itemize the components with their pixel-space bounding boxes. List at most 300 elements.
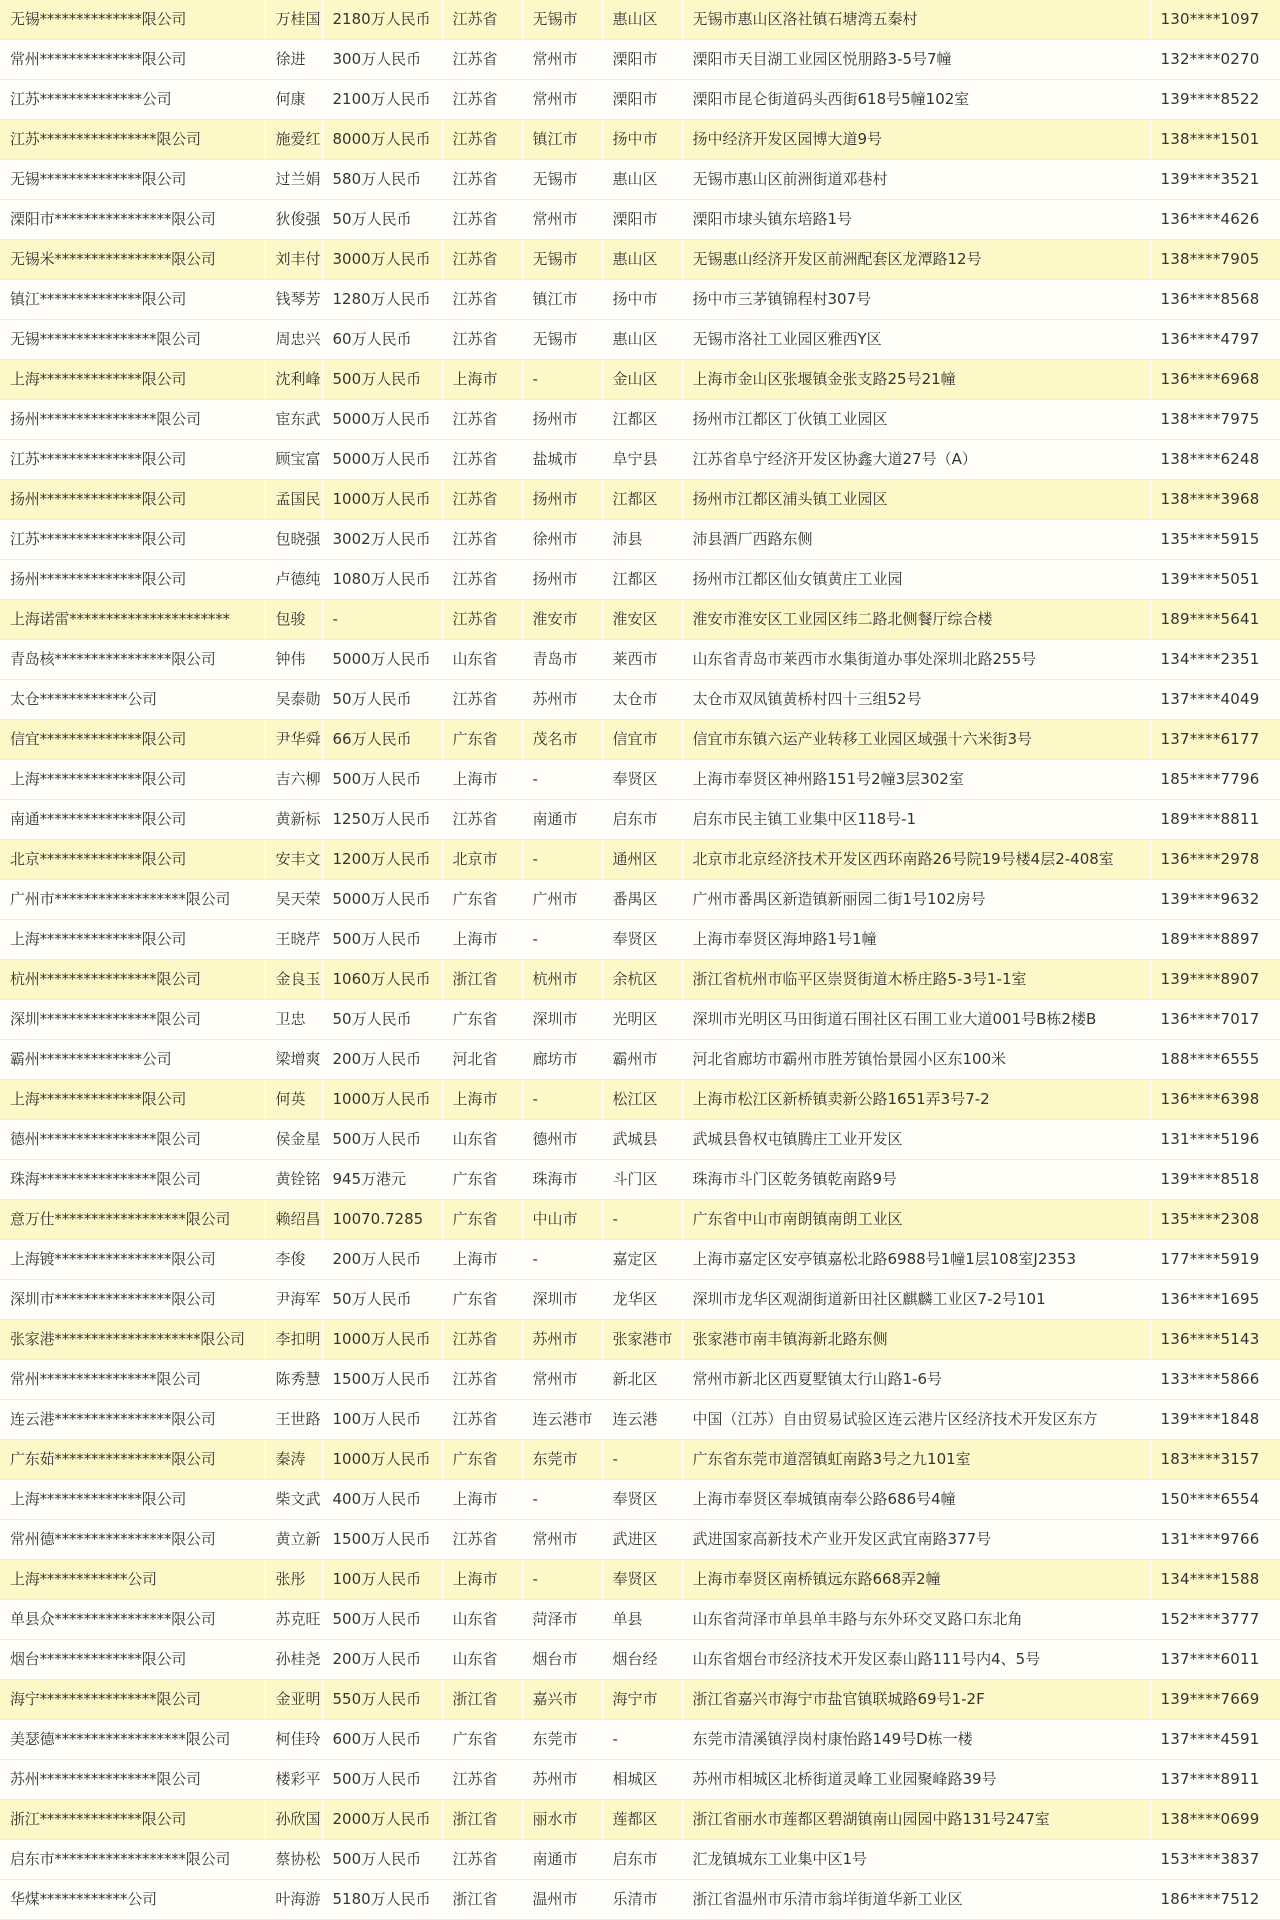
province-cell: 上海市: [442, 1480, 522, 1520]
contact-cell: 王晓芹: [265, 920, 322, 960]
province-cell: 上海市: [442, 760, 522, 800]
company-cell: 珠海****************限公司: [0, 1160, 265, 1200]
address-cell: 无锡市惠山区洛社镇石塘湾五秦村: [682, 0, 1150, 40]
province-cell: 江苏省: [442, 520, 522, 560]
address-cell: 扬中市三茅镇锦程村307号: [682, 280, 1150, 320]
capital-cell: 200万人民币: [322, 1640, 442, 1680]
phone-cell: 177****5919: [1150, 1240, 1280, 1280]
table-row: [0, 1120, 1280, 1160]
address-cell: 扬州市江都区浦头镇工业园区: [682, 480, 1150, 520]
capital-cell: 945万港元: [322, 1160, 442, 1200]
contact-cell: 柴文武: [265, 1480, 322, 1520]
address-cell: 浙江省丽水市莲都区碧湖镇南山园园中路131号247室: [682, 1800, 1150, 1840]
table-row: [0, 1560, 1280, 1600]
phone-cell: 139****1848: [1150, 1400, 1280, 1440]
address-cell: 武城县鲁权屯镇腾庄工业开发区: [682, 1120, 1150, 1160]
contact-cell: 梁增爽: [265, 1040, 322, 1080]
company-cell: 常州****************限公司: [0, 1360, 265, 1400]
capital-cell: 1060万人民币: [322, 960, 442, 1000]
capital-cell: 600万人民币: [322, 1720, 442, 1760]
contact-cell: 狄俊强: [265, 200, 322, 240]
phone-cell: 139****9632: [1150, 880, 1280, 920]
company-cell: 启东市******************限公司: [0, 1840, 265, 1880]
province-cell: 上海市: [442, 1560, 522, 1600]
company-cell: 上海**************限公司: [0, 760, 265, 800]
city-cell: 扬州市: [522, 560, 602, 600]
contact-cell: 吴泰勋: [265, 680, 322, 720]
province-cell: 江苏省: [442, 240, 522, 280]
capital-cell: 500万人民币: [322, 360, 442, 400]
company-cell: 连云港****************限公司: [0, 1400, 265, 1440]
phone-cell: 139****3521: [1150, 160, 1280, 200]
company-cell: 无锡**************限公司: [0, 160, 265, 200]
province-cell: 江苏省: [442, 600, 522, 640]
city-cell: 丽水市: [522, 1800, 602, 1840]
company-cell: 张家港********************限公司: [0, 1320, 265, 1360]
district-cell: 沛县: [602, 520, 682, 560]
capital-cell: 1500万人民币: [322, 1360, 442, 1400]
city-cell: 东莞市: [522, 1440, 602, 1480]
capital-cell: 5000万人民币: [322, 400, 442, 440]
city-cell: 烟台市: [522, 1640, 602, 1680]
address-cell: 东莞市清溪镇浮岗村康怡路149号D栋一楼: [682, 1720, 1150, 1760]
company-cell: 深圳****************限公司: [0, 1000, 265, 1040]
contact-cell: 黄立新: [265, 1520, 322, 1560]
contact-cell: 侯金星: [265, 1120, 322, 1160]
capital-cell: 1250万人民币: [322, 800, 442, 840]
capital-cell: 200万人民币: [322, 1040, 442, 1080]
phone-cell: 136****4797: [1150, 320, 1280, 360]
table-row: [0, 1440, 1280, 1480]
province-cell: 上海市: [442, 920, 522, 960]
city-cell: 无锡市: [522, 0, 602, 40]
district-cell: 新北区: [602, 1360, 682, 1400]
capital-cell: 60万人民币: [322, 320, 442, 360]
table-row: [0, 1520, 1280, 1560]
phone-cell: 138****6248: [1150, 440, 1280, 480]
province-cell: 浙江省: [442, 1880, 522, 1920]
city-cell: 南通市: [522, 800, 602, 840]
capital-cell: 500万人民币: [322, 1840, 442, 1880]
phone-cell: 136****1695: [1150, 1280, 1280, 1320]
company-cell: 扬州**************限公司: [0, 480, 265, 520]
table-row: [0, 1080, 1280, 1120]
address-cell: 溧阳市埭头镇东培路1号: [682, 200, 1150, 240]
address-cell: 张家港市南丰镇海新北路东侧: [682, 1320, 1150, 1360]
city-cell: 扬州市: [522, 400, 602, 440]
province-cell: 上海市: [442, 1240, 522, 1280]
address-cell: 溧阳市昆仑街道码头西街618号5幢102室: [682, 80, 1150, 120]
contact-cell: 吉六柳: [265, 760, 322, 800]
capital-cell: 1280万人民币: [322, 280, 442, 320]
district-cell: 乐清市: [602, 1880, 682, 1920]
company-cell: 上海**************限公司: [0, 1480, 265, 1520]
city-cell: 无锡市: [522, 160, 602, 200]
table-row: [0, 720, 1280, 760]
contact-cell: 张彤: [265, 1560, 322, 1600]
table-row: [0, 800, 1280, 840]
province-cell: 江苏省: [442, 1760, 522, 1800]
address-cell: 山东省菏泽市单县单丰路与东外环交叉路口东北角: [682, 1600, 1150, 1640]
city-cell: 中山市: [522, 1200, 602, 1240]
address-cell: 浙江省温州市乐清市翁垟街道华新工业区: [682, 1880, 1150, 1920]
address-cell: 上海市松江区新桥镇卖新公路1651弄3号7-2: [682, 1080, 1150, 1120]
district-cell: 启东市: [602, 800, 682, 840]
table-row: [0, 1000, 1280, 1040]
district-cell: 惠山区: [602, 160, 682, 200]
contact-cell: 吴天荣: [265, 880, 322, 920]
province-cell: 山东省: [442, 1120, 522, 1160]
capital-cell: 10070.7285: [322, 1200, 442, 1240]
province-cell: 浙江省: [442, 1680, 522, 1720]
province-cell: 江苏省: [442, 400, 522, 440]
district-cell: 武进区: [602, 1520, 682, 1560]
address-cell: 苏州市相城区北桥街道灵峰工业园聚峰路39号: [682, 1760, 1150, 1800]
city-cell: 常州市: [522, 1520, 602, 1560]
contact-cell: 宦东武: [265, 400, 322, 440]
phone-cell: 132****0270: [1150, 40, 1280, 80]
contact-cell: 施爱红: [265, 120, 322, 160]
province-cell: 北京市: [442, 840, 522, 880]
district-cell: 霸州市: [602, 1040, 682, 1080]
city-cell: 茂名市: [522, 720, 602, 760]
capital-cell: 500万人民币: [322, 760, 442, 800]
address-cell: 信宜市东镇六运产业转移工业园区域强十六米街3号: [682, 720, 1150, 760]
address-cell: 上海市奉贤区南桥镇远东路668弄2幢: [682, 1560, 1150, 1600]
phone-cell: 153****3837: [1150, 1840, 1280, 1880]
contact-cell: 安丰文: [265, 840, 322, 880]
table-row: [0, 1240, 1280, 1280]
contact-cell: 蔡协松: [265, 1840, 322, 1880]
city-cell: 菏泽市: [522, 1600, 602, 1640]
province-cell: 江苏省: [442, 120, 522, 160]
district-cell: 连云港: [602, 1400, 682, 1440]
district-cell: 光明区: [602, 1000, 682, 1040]
company-cell: 美瑟德******************限公司: [0, 1720, 265, 1760]
capital-cell: 8000万人民币: [322, 120, 442, 160]
address-cell: 上海市奉贤区神州路151号2幢3层302室: [682, 760, 1150, 800]
capital-cell: 5000万人民币: [322, 880, 442, 920]
district-cell: 惠山区: [602, 240, 682, 280]
phone-cell: 131****9766: [1150, 1520, 1280, 1560]
company-cell: 意万仕******************限公司: [0, 1200, 265, 1240]
table-row: [0, 440, 1280, 480]
province-cell: 浙江省: [442, 960, 522, 1000]
city-cell: -: [522, 760, 602, 800]
city-cell: 杭州市: [522, 960, 602, 1000]
table-row: [0, 40, 1280, 80]
capital-cell: 580万人民币: [322, 160, 442, 200]
phone-cell: 186****7512: [1150, 1880, 1280, 1920]
district-cell: 余杭区: [602, 960, 682, 1000]
table-row: [0, 160, 1280, 200]
city-cell: 深圳市: [522, 1280, 602, 1320]
district-cell: 莱西市: [602, 640, 682, 680]
company-cell: 上海************公司: [0, 1560, 265, 1600]
capital-cell: 5000万人民币: [322, 440, 442, 480]
district-cell: 嘉定区: [602, 1240, 682, 1280]
district-cell: 相城区: [602, 1760, 682, 1800]
address-cell: 深圳市光明区马田街道石围社区石围工业大道001号B栋2楼B: [682, 1000, 1150, 1040]
phone-cell: 136****5143: [1150, 1320, 1280, 1360]
contact-cell: 尹华舜: [265, 720, 322, 760]
province-cell: 江苏省: [442, 160, 522, 200]
capital-cell: 5000万人民币: [322, 640, 442, 680]
district-cell: 松江区: [602, 1080, 682, 1120]
phone-cell: 189****8897: [1150, 920, 1280, 960]
city-cell: -: [522, 1480, 602, 1520]
phone-cell: 134****2351: [1150, 640, 1280, 680]
city-cell: 青岛市: [522, 640, 602, 680]
contact-cell: 陈秀慧: [265, 1360, 322, 1400]
phone-cell: 183****3157: [1150, 1440, 1280, 1480]
capital-cell: 500万人民币: [322, 1120, 442, 1160]
phone-cell: 134****1588: [1150, 1560, 1280, 1600]
company-cell: 广东茹****************限公司: [0, 1440, 265, 1480]
capital-cell: 3002万人民币: [322, 520, 442, 560]
company-cell: 海宁****************限公司: [0, 1680, 265, 1720]
company-cell: 扬州****************限公司: [0, 400, 265, 440]
address-cell: 上海市金山区张堰镇金张支路25号21幢: [682, 360, 1150, 400]
company-cell: 江苏**************限公司: [0, 440, 265, 480]
address-cell: 珠海市斗门区乾务镇乾南路9号: [682, 1160, 1150, 1200]
contact-cell: 楼彩平: [265, 1760, 322, 1800]
province-cell: 江苏省: [442, 1840, 522, 1880]
district-cell: 扬中市: [602, 120, 682, 160]
phone-cell: 188****6555: [1150, 1040, 1280, 1080]
city-cell: -: [522, 1240, 602, 1280]
table-row: [0, 1200, 1280, 1240]
address-cell: 广州市番禺区新造镇新丽园二街1号102房号: [682, 880, 1150, 920]
table-row: [0, 640, 1280, 680]
table-row: [0, 1040, 1280, 1080]
capital-cell: 1500万人民币: [322, 1520, 442, 1560]
phone-cell: 137****6177: [1150, 720, 1280, 760]
city-cell: 常州市: [522, 200, 602, 240]
district-cell: 奉贤区: [602, 1560, 682, 1600]
company-cell: 浙江**************限公司: [0, 1800, 265, 1840]
table-row: [0, 1360, 1280, 1400]
capital-cell: 1000万人民币: [322, 480, 442, 520]
company-cell: 上海**************限公司: [0, 1080, 265, 1120]
province-cell: 广东省: [442, 1200, 522, 1240]
address-cell: 上海市嘉定区安亭镇嘉松北路6988号1幢1层108室J2353: [682, 1240, 1150, 1280]
phone-cell: 135****2308: [1150, 1200, 1280, 1240]
city-cell: 苏州市: [522, 1760, 602, 1800]
table-row: [0, 1280, 1280, 1320]
phone-cell: 139****7669: [1150, 1680, 1280, 1720]
district-cell: 海宁市: [602, 1680, 682, 1720]
table-row: [0, 1800, 1280, 1840]
capital-cell: 1000万人民币: [322, 1320, 442, 1360]
city-cell: 温州市: [522, 1880, 602, 1920]
phone-cell: 138****0699: [1150, 1800, 1280, 1840]
phone-cell: 136****7017: [1150, 1000, 1280, 1040]
contact-cell: 钟伟: [265, 640, 322, 680]
address-cell: 扬州市江都区仙女镇黄庄工业园: [682, 560, 1150, 600]
table-row: [0, 1640, 1280, 1680]
province-cell: 江苏省: [442, 680, 522, 720]
city-cell: 盐城市: [522, 440, 602, 480]
city-cell: 德州市: [522, 1120, 602, 1160]
city-cell: 广州市: [522, 880, 602, 920]
address-cell: 无锡惠山经济开发区前洲配套区龙潭路12号: [682, 240, 1150, 280]
phone-cell: 139****8522: [1150, 80, 1280, 120]
city-cell: 常州市: [522, 40, 602, 80]
phone-cell: 139****8518: [1150, 1160, 1280, 1200]
table-row: [0, 560, 1280, 600]
company-cell: 太仓************公司: [0, 680, 265, 720]
table-row: [0, 520, 1280, 560]
province-cell: 河北省: [442, 1040, 522, 1080]
table-row: [0, 680, 1280, 720]
contact-cell: 过兰娟: [265, 160, 322, 200]
district-cell: 江都区: [602, 480, 682, 520]
district-cell: -: [602, 1440, 682, 1480]
company-cell: 华煤************公司: [0, 1880, 265, 1920]
contact-cell: 柯佳玲: [265, 1720, 322, 1760]
table-row: [0, 840, 1280, 880]
phone-cell: 130****1097: [1150, 0, 1280, 40]
address-cell: 汇龙镇城东工业集中区1号: [682, 1840, 1150, 1880]
company-cell: 无锡**************限公司: [0, 0, 265, 40]
contact-cell: 何康: [265, 80, 322, 120]
capital-cell: 100万人民币: [322, 1400, 442, 1440]
company-cell: 上海**************限公司: [0, 920, 265, 960]
province-cell: 山东省: [442, 640, 522, 680]
address-cell: 广东省中山市南朗镇南朗工业区: [682, 1200, 1150, 1240]
table-row: [0, 0, 1280, 40]
contact-cell: 李俊: [265, 1240, 322, 1280]
capital-cell: 2000万人民币: [322, 1800, 442, 1840]
phone-cell: 152****3777: [1150, 1600, 1280, 1640]
contact-cell: 金亚明: [265, 1680, 322, 1720]
phone-cell: 131****5196: [1150, 1120, 1280, 1160]
company-cell: 无锡米****************限公司: [0, 240, 265, 280]
capital-cell: 3000万人民币: [322, 240, 442, 280]
phone-cell: 150****6554: [1150, 1480, 1280, 1520]
company-cell: 南通**************限公司: [0, 800, 265, 840]
company-cell: 深圳市****************限公司: [0, 1280, 265, 1320]
capital-cell: 1000万人民币: [322, 1440, 442, 1480]
province-cell: 江苏省: [442, 1520, 522, 1560]
province-cell: 江苏省: [442, 480, 522, 520]
city-cell: 廊坊市: [522, 1040, 602, 1080]
capital-cell: 400万人民币: [322, 1480, 442, 1520]
table-row: [0, 1840, 1280, 1880]
company-cell: 杭州****************限公司: [0, 960, 265, 1000]
contact-cell: 万桂国: [265, 0, 322, 40]
capital-cell: 550万人民币: [322, 1680, 442, 1720]
district-cell: 太仓市: [602, 680, 682, 720]
city-cell: 扬州市: [522, 480, 602, 520]
district-cell: 通州区: [602, 840, 682, 880]
table-row: [0, 1480, 1280, 1520]
table-row: [0, 1160, 1280, 1200]
capital-cell: 50万人民币: [322, 1280, 442, 1320]
district-cell: 溧阳市: [602, 40, 682, 80]
address-cell: 河北省廊坊市霸州市胜芳镇怡景园小区东100米: [682, 1040, 1150, 1080]
province-cell: 江苏省: [442, 1360, 522, 1400]
contact-cell: 秦涛: [265, 1440, 322, 1480]
phone-cell: 185****7796: [1150, 760, 1280, 800]
capital-cell: 1080万人民币: [322, 560, 442, 600]
province-cell: 浙江省: [442, 1800, 522, 1840]
capital-cell: 100万人民币: [322, 1560, 442, 1600]
address-cell: 北京市北京经济技术开发区西环南路26号院19号楼4层2-408室: [682, 840, 1150, 880]
address-cell: 太仓市双凤镇黄桥村四十三组52号: [682, 680, 1150, 720]
district-cell: 启东市: [602, 1840, 682, 1880]
contact-cell: 苏克旺: [265, 1600, 322, 1640]
city-cell: 徐州市: [522, 520, 602, 560]
capital-cell: 2100万人民币: [322, 80, 442, 120]
company-cell: 北京**************限公司: [0, 840, 265, 880]
company-cell: 江苏**************公司: [0, 80, 265, 120]
contact-cell: 钱琴芳: [265, 280, 322, 320]
table-row: [0, 880, 1280, 920]
phone-cell: 136****6398: [1150, 1080, 1280, 1120]
province-cell: 山东省: [442, 1600, 522, 1640]
province-cell: 山东省: [442, 1640, 522, 1680]
city-cell: 东莞市: [522, 1720, 602, 1760]
address-cell: 无锡市洛社工业园区雅西Y区: [682, 320, 1150, 360]
district-cell: 金山区: [602, 360, 682, 400]
city-cell: -: [522, 360, 602, 400]
table-row: [0, 80, 1280, 120]
city-cell: 苏州市: [522, 680, 602, 720]
table-row: [0, 1400, 1280, 1440]
table-row: [0, 1720, 1280, 1760]
district-cell: 阜宁县: [602, 440, 682, 480]
capital-cell: 500万人民币: [322, 920, 442, 960]
contact-cell: 孙桂尧: [265, 1640, 322, 1680]
contact-cell: 李扣明: [265, 1320, 322, 1360]
district-cell: 奉贤区: [602, 760, 682, 800]
address-cell: 山东省青岛市莱西市水集街道办事处深圳北路255号: [682, 640, 1150, 680]
capital-cell: 2180万人民币: [322, 0, 442, 40]
address-cell: 无锡市惠山区前洲街道邓巷村: [682, 160, 1150, 200]
city-cell: 镇江市: [522, 120, 602, 160]
city-cell: -: [522, 920, 602, 960]
address-cell: 扬中经济开发区园博大道9号: [682, 120, 1150, 160]
district-cell: -: [602, 1200, 682, 1240]
phone-cell: 139****8907: [1150, 960, 1280, 1000]
phone-cell: 137****4591: [1150, 1720, 1280, 1760]
capital-cell: 200万人民币: [322, 1240, 442, 1280]
contact-cell: 沈利峰: [265, 360, 322, 400]
phone-cell: 133****5866: [1150, 1360, 1280, 1400]
contact-cell: 黄新标: [265, 800, 322, 840]
capital-cell: 500万人民币: [322, 1600, 442, 1640]
district-cell: 江都区: [602, 560, 682, 600]
contact-cell: 包骏: [265, 600, 322, 640]
province-cell: 广东省: [442, 1440, 522, 1480]
province-cell: 广东省: [442, 1160, 522, 1200]
capital-cell: 300万人民币: [322, 40, 442, 80]
company-cell: 信宜**************限公司: [0, 720, 265, 760]
district-cell: 张家港市: [602, 1320, 682, 1360]
district-cell: 信宜市: [602, 720, 682, 760]
capital-cell: 1200万人民币: [322, 840, 442, 880]
city-cell: 淮安市: [522, 600, 602, 640]
district-cell: 武城县: [602, 1120, 682, 1160]
address-cell: 溧阳市天目湖工业园区悦朋路3-5号7幢: [682, 40, 1150, 80]
capital-cell: 66万人民币: [322, 720, 442, 760]
address-cell: 浙江省嘉兴市海宁市盐官镇联城路69号1-2F: [682, 1680, 1150, 1720]
contact-cell: 包晓强: [265, 520, 322, 560]
city-cell: 常州市: [522, 1360, 602, 1400]
phone-cell: 137****8911: [1150, 1760, 1280, 1800]
